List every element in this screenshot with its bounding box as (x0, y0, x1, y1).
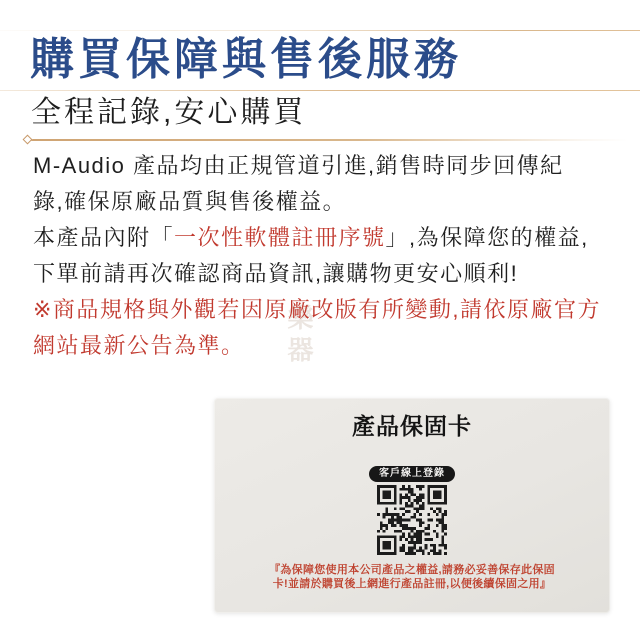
notice-line: 網站最新公告為準。 (33, 333, 245, 358)
description-line (33, 220, 601, 256)
description (33, 148, 601, 364)
warranty-card (214, 398, 610, 613)
title-divider (0, 90, 640, 91)
description-line: 錄,確保原廠品質與售後權益。 (33, 189, 347, 214)
watermark: 樂器 (284, 304, 314, 368)
top-divider (0, 30, 640, 31)
warranty-note-line: 卡!並請於購買後上網進行產品註冊,以便後續保固之用』 (272, 578, 552, 590)
online-registration-badge: 客戶線上登錄 (369, 466, 455, 482)
warranty-note-line: 『為保障您使用本公司產品之權益,請務必妥善保存此保固 (269, 564, 555, 576)
description-line: 下單前請再次確認商品資訊,讓購物更安心順利! (33, 261, 519, 286)
description-line: M-Audio 產品均由正規管道引進,銷售時同步回傳紀 (33, 153, 564, 178)
description-text: 」,為保障您的權益, (385, 225, 589, 250)
page-title: 購買保障與售後服務 (30, 35, 462, 84)
diamond-ornament (23, 134, 33, 144)
description-text: 本產品內附「 (33, 225, 175, 250)
serial-number-highlight: 一次性軟體註冊序號 (174, 225, 386, 250)
section-subtitle: 全程記錄,安心購買 (31, 96, 307, 129)
qr-code-icon (377, 485, 447, 555)
warranty-note (269, 563, 555, 591)
warranty-card-title: 產品保固卡 (352, 413, 472, 439)
subtitle-divider (28, 139, 628, 141)
notice-line: ※商品規格與外觀若因原廠改版有所變動,請依原廠官方 (33, 297, 602, 322)
